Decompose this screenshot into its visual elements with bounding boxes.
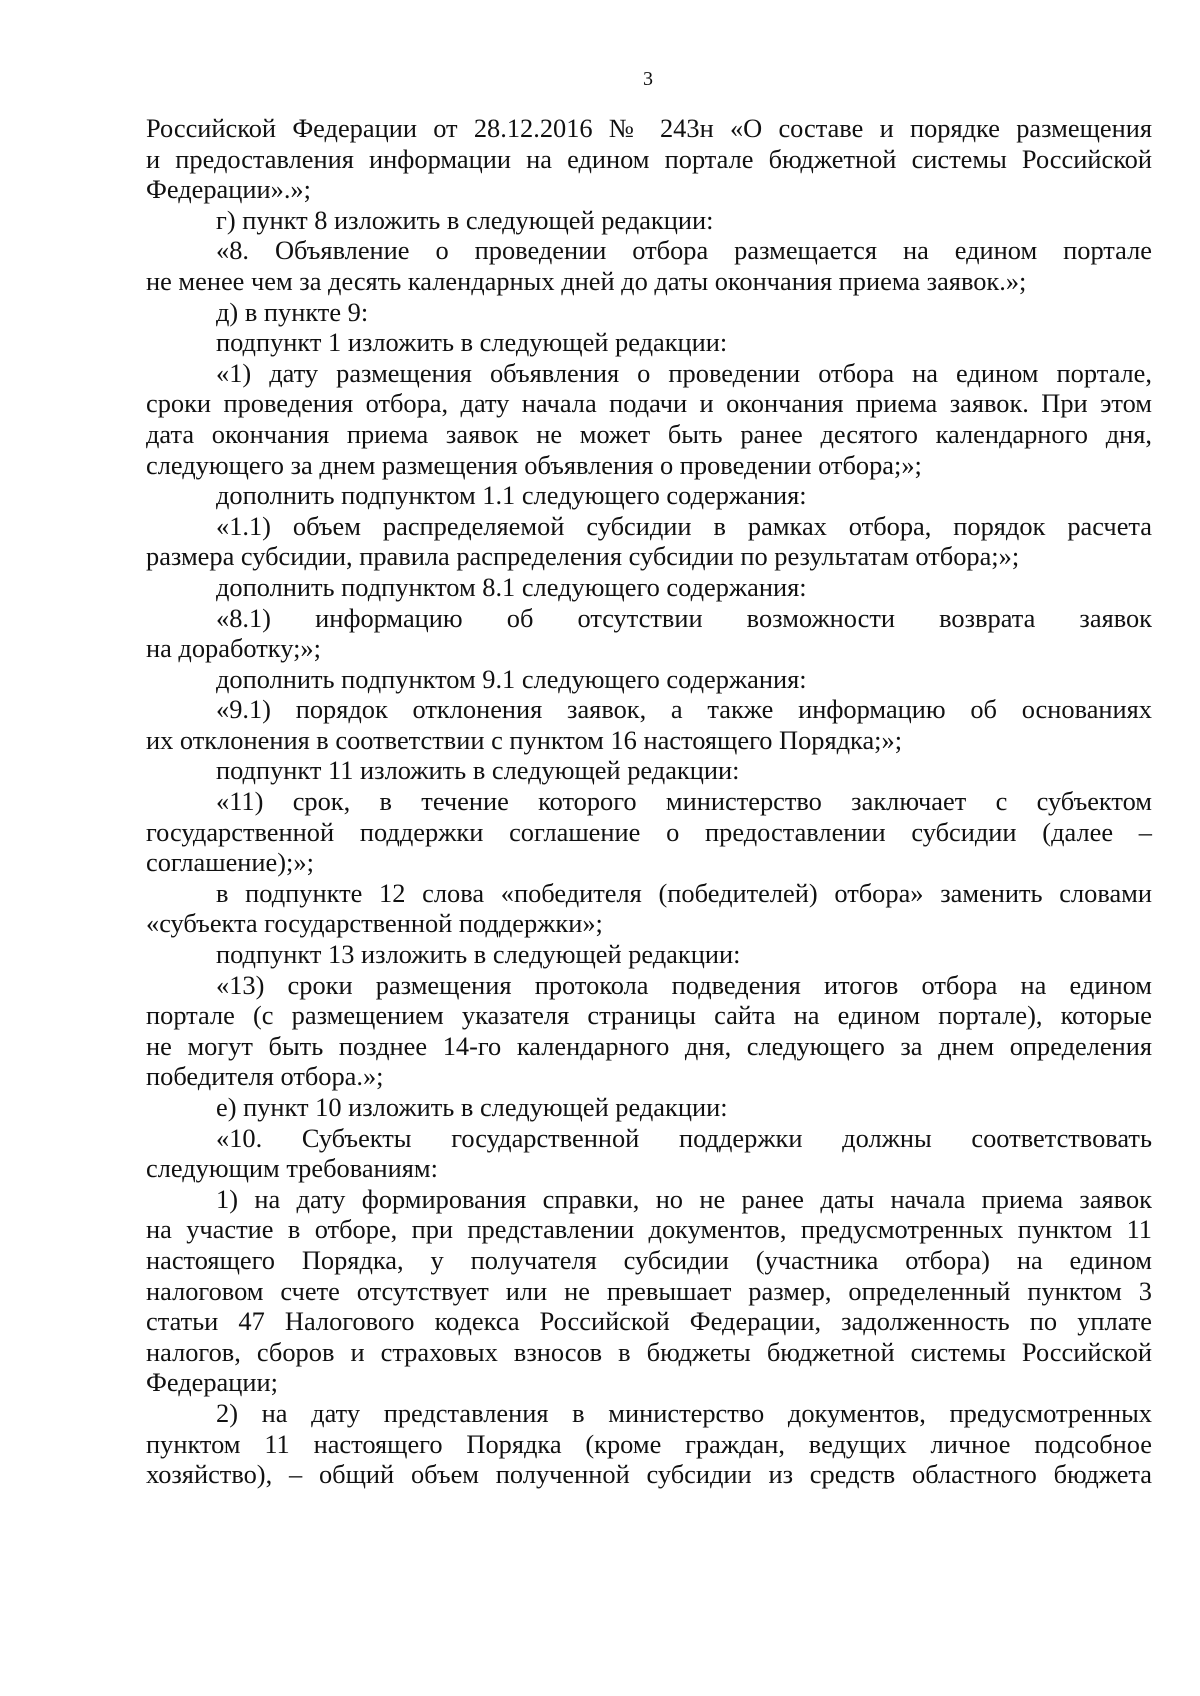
text-line: дополнить подпунктом 9.1 следующего содержания:: [216, 663, 807, 694]
text-line: подпункт 1 изложить в следующей редакции:: [216, 327, 728, 358]
text-line: подпункт 13 изложить в следующей редакции:: [216, 939, 741, 970]
text-line: «10. Субъекты государственной поддержки должны соответствовать: [216, 1122, 1152, 1153]
text-line: д) в пункте 9:: [216, 296, 369, 327]
text-line: пунктом 11 настоящего Порядка (кроме граждан, ведущих личное подсобное: [146, 1428, 1152, 1459]
text-line: «8. Объявление о проведении отбора размещается на едином портале: [216, 235, 1152, 266]
text-line: «субъекта государственной поддержки»;: [146, 908, 603, 939]
text-line: следующим требованиям:: [146, 1153, 438, 1184]
text-line: налоговом счете отсутствует или не превышает размер, определенный пунктом 3: [146, 1275, 1152, 1306]
text-line: хозяйство), – общий объем полученной субсидии из средств областного бюджета: [146, 1459, 1152, 1490]
text-line: на доработку;»;: [146, 633, 321, 664]
text-line: дополнить подпунктом 8.1 следующего содержания:: [216, 571, 807, 602]
text-line: е) пункт 10 изложить в следующей редакции:: [216, 1092, 728, 1122]
text-line: дополнить подпунктом 1.1 следующего содержания:: [216, 480, 807, 511]
text-line: Федерации;: [146, 1367, 278, 1398]
text-line: победителя отбора.»;: [146, 1061, 384, 1092]
text-line: и предоставления информации на едином портале бюджетной системы Российской: [146, 143, 1152, 174]
text-line: «13) сроки размещения протокола подведения итогов отбора на едином: [216, 969, 1152, 1000]
text-line: государственной поддержки соглашение о предоставлении субсидии (далее –: [146, 816, 1152, 847]
text-line: соглашение);»;: [146, 847, 314, 878]
document-body: [146, 113, 1152, 1490]
text-line: «8.1) информацию об отсутствии возможности возврата заявок: [216, 602, 1152, 633]
text-line: на участие в отборе, при представлении документов, предусмотренных пунктом 11: [146, 1214, 1152, 1245]
text-line: не могут быть позднее 14-го календарного дня, следующего за днем определения: [146, 1030, 1152, 1061]
text-line: портале (с размещением указателя страницы сайта на едином портале), которые: [146, 1000, 1152, 1031]
text-line: следующего за днем размещения объявления о проведении отбора;»;: [146, 449, 922, 480]
text-line: налогов, сборов и страховых взносов в бюджеты бюджетной системы Российской: [146, 1336, 1152, 1367]
text-line: «9.1) порядок отклонения заявок, а также информацию об основаниях: [216, 694, 1152, 725]
text-line: не менее чем за десять календарных дней до даты окончания приема заявок.»;: [146, 265, 1027, 296]
text-line: 2) на дату представления в министерство документов, предусмотренных: [216, 1397, 1152, 1428]
text-line: в подпункте 12 слова «победителя (победителей) отбора» заменить словами: [216, 877, 1152, 908]
text-line: Федерации».»;: [146, 174, 311, 205]
text-line: «1) дату размещения объявления о проведении отбора на едином портале,: [216, 357, 1152, 388]
text-line: «1.1) объем распределяемой субсидии в рамках отбора, порядок расчета: [216, 510, 1152, 541]
text-line: сроки проведения отбора, дату начала подачи и окончания приема заявок. При этом: [146, 388, 1152, 419]
text-line: статьи 47 Налогового кодекса Российской Федерации, задолженность по уплате: [146, 1306, 1152, 1337]
text-line: размера субсидии, правила распределения субсидии по результатам отбора;»;: [146, 541, 1020, 572]
text-line: настоящего Порядка, у получателя субсидии (участника отбора) на едином: [146, 1244, 1152, 1275]
text-line: подпункт 11 изложить в следующей редакции:: [216, 755, 740, 786]
text-line: 1) на дату формирования справки, но не ранее даты начала приема заявок: [216, 1183, 1152, 1214]
text-line: дата окончания приема заявок не может быть ранее десятого календарного дня,: [146, 418, 1152, 449]
text-line: г) пункт 8 изложить в следующей редакции:: [216, 204, 714, 235]
text-line: их отклонения в соответствии с пунктом 16 настоящего Порядка;»;: [146, 724, 903, 755]
text-line: Российской Федерации от 28.12.2016 № 243н «О составе и порядке размещения: [146, 113, 1152, 143]
text-line: «11) срок, в течение которого министерство заключает с субъектом: [216, 786, 1152, 817]
page-number: 3: [643, 68, 653, 90]
